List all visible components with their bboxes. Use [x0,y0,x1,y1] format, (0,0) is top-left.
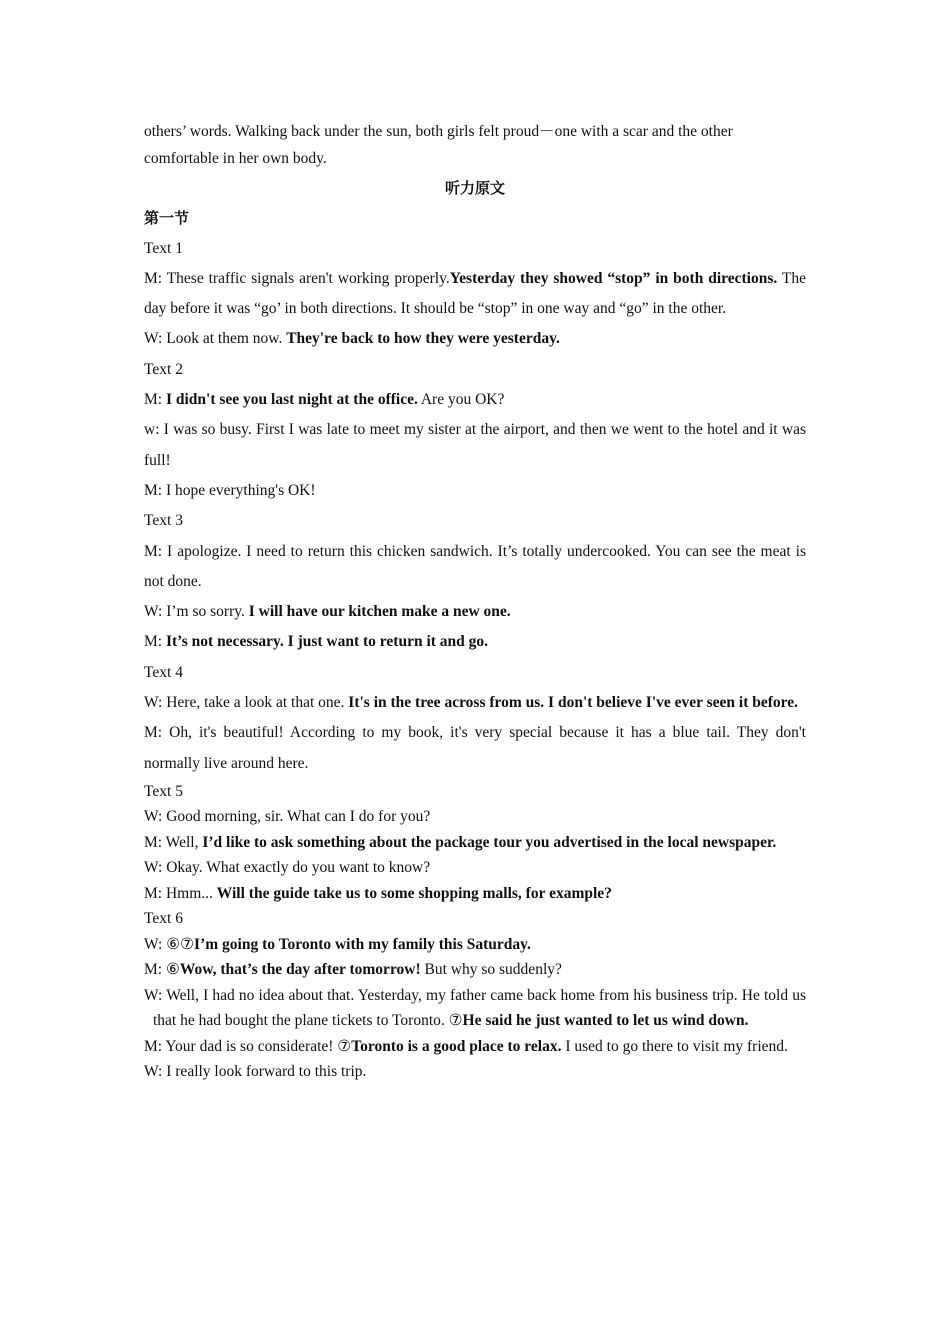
text-3-line-m: M: I apologize. I need to return this chicken sandwich. It’s totally undercooked. You can see the meat is not done. [144,542,806,590]
text-6-line-m: M: ⑥Wow, that’s the day after tomorrow! But why so suddenly? [144,961,562,979]
text-3-line-w: W: I’m so sorry. I will have our kitchen make a new one. [144,603,511,621]
text-2-line-m2: M: I hope everything's OK! [144,481,316,499]
text-1-label: Text 1 [144,239,183,257]
text-6-line-w3: W: I really look forward to this trip. [144,1063,367,1081]
text-3-line-m2: M: It’s not necessary. I just want to return it and go. [144,633,489,651]
transcript-title: 听力原文 [444,179,505,197]
text-4-label: Text 4 [144,663,183,681]
text-5-line-w: W: Good morning, sir. What can I do for you? [144,808,431,826]
text-3-label: Text 3 [144,512,183,530]
text-2-label: Text 2 [144,360,183,378]
text-5-line-w2: W: Okay. What exactly do you want to know? [144,859,431,877]
text-2-line-w: w: I was so busy. First I was late to meet my sister at the airport, and then we went to the hotel and it was full! [144,421,806,469]
text-5-line-m2: M: Hmm... Will the guide take us to some shopping malls, for example? [144,884,612,902]
text-1-line-w: W: Look at them now. They're back to how they were yesterday. [144,330,560,348]
section-heading: 第一节 [144,209,190,228]
text-6-line-m2: M: Your dad is so considerate! ⑦Toronto is a good place to relax. I used to go there to visit my friend. [144,1037,788,1055]
text-5-line-m: M: Well, I’d like to ask something about the package tour you advertised in the local newspaper. [144,833,777,851]
text-4-line-m: M: Oh, it's beautiful! According to my book, it's very special because it has a blue tail. They don't normally live around here. [144,724,806,772]
intro-paragraph: others’ words. Walking back under the sun, both girls felt proud－one with a scar and the other comfortable in her own body. [144,123,733,167]
text-6-line-w2: W: Well, I had no idea about that. Yesterday, my father came back home from his business trip. He told us that he had bought the plane tickets to Toronto. ⑦He said he just wanted to let us wind down. [144,986,806,1030]
text-6-line-w: W: ⑥⑦I’m going to Toronto with my family this Saturday. [144,935,531,953]
text-5-label: Text 5 [144,782,183,800]
text-6-label: Text 6 [144,910,183,928]
text-1-line-m: M: These traffic signals aren't working properly.Yesterday they showed “stop” in both directions. The day before it was “go’ in both directions. It should be “stop” in one way and “go” in the other. [144,269,806,318]
text-2-line-m: M: I didn't see you last night at the office. Are you OK? [144,391,505,409]
text-4-line-w: W: Here, take a look at that one. It's in the tree across from us. I don't believe I've ever seen it before. [144,694,799,712]
document-page [144,118,806,1085]
